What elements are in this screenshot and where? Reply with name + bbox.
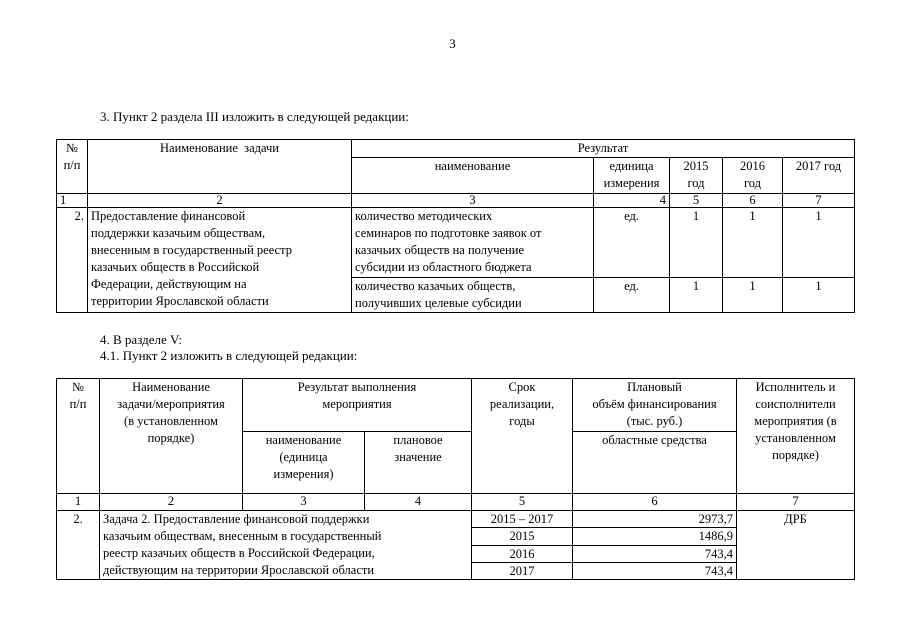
t1-row2-unit: ед.	[594, 278, 670, 313]
t1-row2-name-text: количество казачьих обществ, получивших целевые субсидии	[355, 279, 522, 310]
t1-task-text-content: Предоставление финансовой поддержки казачьим обществам, внесенным в государственный реестр казачьих обществ в Российской Федерации, действующим на территории Ярославской области	[91, 209, 292, 308]
t2-header-name-text: наименование (единица измерения)	[265, 433, 342, 481]
t2-task-text	[100, 511, 472, 580]
t2-term-1: 2015	[472, 528, 573, 545]
t1-header-2017	[783, 158, 855, 194]
t2-colnum-2: 2	[100, 494, 243, 511]
t1-header-2015	[670, 158, 723, 194]
paragraph-4: 4. В разделе V:	[100, 332, 183, 347]
t1-header-2017-text: 2017 год	[795, 159, 842, 173]
t1-colnum-7: 7	[783, 194, 855, 208]
t2-header-no	[57, 379, 100, 494]
t1-header-2016-text: 2016 год	[740, 159, 765, 190]
t1-colnum-2: 2	[88, 194, 352, 208]
t2-term-2: 2016	[472, 545, 573, 562]
t2-colnum-6: 6	[573, 494, 737, 511]
t1-row2-2015: 1	[670, 278, 723, 313]
t2-header-plan	[365, 432, 472, 494]
table-row	[57, 208, 855, 278]
paragraph-3: 3. Пункт 2 раздела III изложить в следующей редакции:	[100, 109, 409, 124]
t1-row1-unit: ед.	[594, 208, 670, 278]
table-row	[57, 511, 855, 528]
t2-header-result-text: Результат выполнения мероприятия	[297, 380, 417, 411]
paragraph-4-1: 4.1. Пункт 2 изложить в следующей редакции:	[100, 348, 358, 363]
t2-amount-1: 1486,9	[573, 528, 737, 545]
t2-colnum-1: 1	[57, 494, 100, 511]
t2-header-executor	[737, 379, 855, 494]
t1-colnum-1: 1	[57, 194, 88, 208]
t2-term-3: 2017	[472, 562, 573, 579]
t2-amount-2: 743,4	[573, 545, 737, 562]
t2-header-no-text: № п/п	[69, 380, 87, 411]
t2-header-result	[243, 379, 472, 432]
t2-task-text-content: Задача 2. Предоставление финансовой поддержки казачьим обществам, внесенным в государственный реестр казачьих обществ в Российской Федерации, действующим на территории Ярославской области	[103, 512, 382, 577]
results-table	[56, 139, 855, 313]
t2-header-regional	[573, 432, 737, 494]
t2-header-name	[243, 432, 365, 494]
t1-header-unit	[594, 158, 670, 194]
t1-row2-2016: 1	[723, 278, 783, 313]
t2-header-plan-text: плановое значение	[393, 433, 443, 464]
t1-colnum-5: 5	[670, 194, 723, 208]
t1-header-result-text: Результат	[577, 141, 629, 155]
t2-header-funding-text: Плановый объём финансирования (тыс. руб.)	[592, 380, 717, 428]
t1-row1-name-text: количество методических семинаров по подготовке заявок от казачьих обществ на получение субсидии из областного бюджета	[355, 209, 542, 274]
t1-row1-2016: 1	[723, 208, 783, 278]
t1-task-text	[88, 208, 352, 313]
t1-header-task-text: Наименование задачи	[160, 141, 279, 155]
t2-header-regional-text: областные средства	[602, 433, 707, 447]
t2-header-term-text: Срок реализации, годы	[489, 380, 555, 428]
t1-row2-name	[352, 278, 594, 313]
t1-row1-name	[352, 208, 594, 278]
t2-header-task-text: Наименование задачи/мероприятия (в установленном порядке)	[117, 380, 225, 445]
t1-row1-2017: 1	[783, 208, 855, 278]
t2-header-task	[100, 379, 243, 494]
t2-colnum-7: 7	[737, 494, 855, 511]
t1-header-task	[88, 140, 352, 194]
t2-term-0: 2015 – 2017	[472, 511, 573, 528]
t2-executor: ДРБ	[737, 511, 855, 580]
t2-amount-3: 743,4	[573, 562, 737, 579]
t2-colnum-4: 4	[365, 494, 472, 511]
t1-colnum-3: 3	[352, 194, 594, 208]
t2-colnum-5: 5	[472, 494, 573, 511]
t1-row2-2017: 1	[783, 278, 855, 313]
t2-header-executor-text: Исполнитель и соисполнители мероприятия (в установленном порядке)	[754, 380, 837, 462]
t1-colnum-6: 6	[723, 194, 783, 208]
t1-header-name	[352, 158, 594, 194]
t2-colnum-3: 3	[243, 494, 365, 511]
page-number: 3	[449, 36, 456, 51]
t1-header-result	[352, 140, 855, 158]
t1-header-2016	[723, 158, 783, 194]
t1-header-no-text: № п/п	[63, 141, 81, 172]
t1-colnum-4: 4	[594, 194, 670, 208]
t1-header-unit-text: единица измерения	[603, 159, 660, 190]
t1-row1-2015: 1	[670, 208, 723, 278]
t1-row-no: 2.	[57, 208, 88, 313]
t1-header-no	[57, 140, 88, 194]
t2-amount-0: 2973,7	[573, 511, 737, 528]
t2-header-term	[472, 379, 573, 494]
t2-header-funding	[573, 379, 737, 432]
funding-table	[56, 378, 855, 580]
t2-row-no: 2.	[57, 511, 100, 580]
t1-header-name-text: наименование	[434, 159, 511, 173]
t1-header-2015-text: 2015 год	[683, 159, 709, 190]
